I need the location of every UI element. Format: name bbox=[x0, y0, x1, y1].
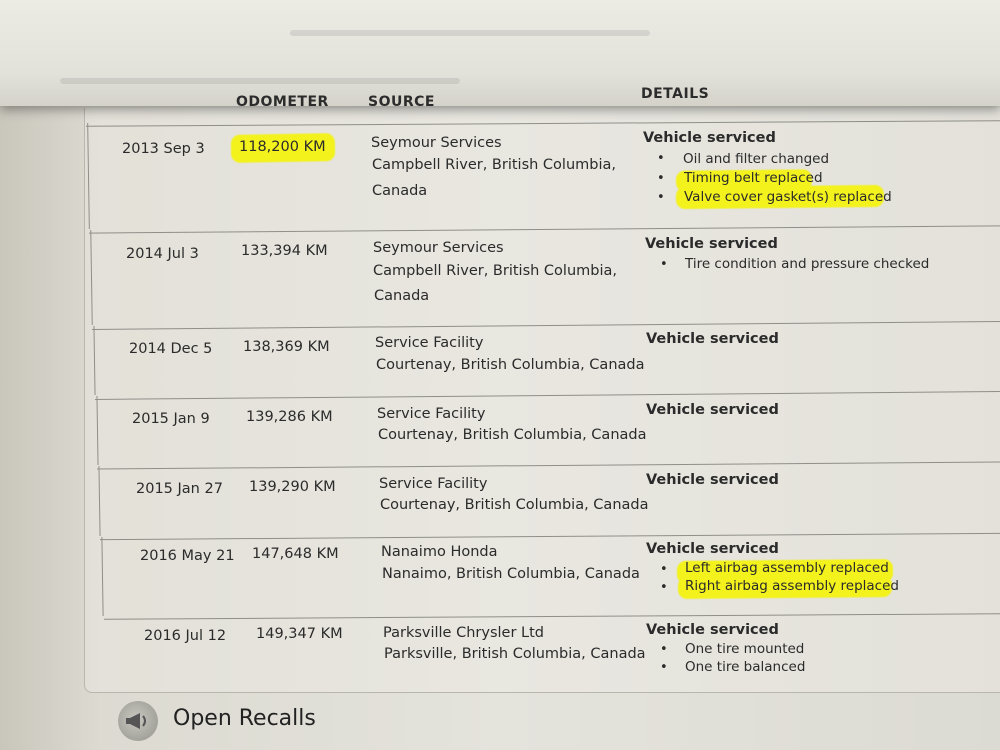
detail-item: Timing belt replaced bbox=[684, 170, 823, 186]
detail-item: Oil and filter changed bbox=[683, 151, 830, 167]
row-source-location: Parksville, British Columbia, Canada bbox=[384, 646, 646, 662]
row-source-name: Service Facility bbox=[375, 335, 484, 351]
detail-item: One tire balanced bbox=[685, 659, 806, 675]
open-recalls-heading: Open Recalls bbox=[173, 706, 316, 731]
detail-item: One tire mounted bbox=[685, 641, 805, 657]
bullet-icon: • bbox=[660, 257, 668, 272]
row-date: 2015 Jan 9 bbox=[132, 411, 210, 427]
row-source-location: Courtenay, British Columbia, Canada bbox=[376, 357, 645, 373]
row-date: 2016 Jul 12 bbox=[144, 628, 227, 644]
row-odometer: 149,347 KM bbox=[256, 626, 343, 642]
row-source-name: Service Facility bbox=[379, 476, 488, 492]
row-source-location: Campbell River, British Columbia, bbox=[372, 157, 616, 173]
row-date: 2013 Sep 3 bbox=[122, 141, 205, 157]
row-date: 2014 Jul 3 bbox=[126, 246, 199, 262]
row-details-title: Vehicle serviced bbox=[643, 130, 776, 146]
row-source-name: Seymour Services bbox=[373, 240, 504, 256]
row-odometer: 138,369 KM bbox=[243, 339, 330, 355]
row-odometer: 147,648 KM bbox=[252, 546, 339, 562]
row-odometer: 118,200 KM bbox=[239, 139, 326, 155]
detail-item: Tire condition and pressure checked bbox=[685, 256, 930, 272]
header-odometer: ODOMETER bbox=[236, 94, 329, 110]
row-source-location: Campbell River, British Columbia, bbox=[373, 263, 617, 279]
recall-megaphone-icon bbox=[118, 701, 158, 741]
bleed-through-text bbox=[60, 78, 460, 84]
bullet-icon: • bbox=[660, 660, 668, 675]
row-odometer: 139,286 KM bbox=[246, 409, 333, 425]
bullet-icon: • bbox=[657, 171, 665, 186]
row-date: 2016 May 21 bbox=[140, 548, 235, 564]
overlapping-paper-sheet bbox=[0, 0, 1000, 106]
row-source-name: Seymour Services bbox=[371, 135, 502, 151]
row-odometer: 133,394 KM bbox=[241, 243, 328, 259]
row-source-location: Courtenay, British Columbia, Canada bbox=[378, 427, 647, 443]
row-details-title: Vehicle serviced bbox=[646, 472, 779, 488]
row-source-name: Parksville Chrysler Ltd bbox=[383, 625, 544, 641]
row-details-title: Vehicle serviced bbox=[645, 236, 778, 252]
row-source-name: Service Facility bbox=[377, 406, 486, 422]
row-details-title: Vehicle serviced bbox=[646, 402, 779, 418]
row-details-title: Vehicle serviced bbox=[646, 541, 779, 557]
row-details-title: Vehicle serviced bbox=[646, 622, 779, 638]
row-details-title: Vehicle serviced bbox=[646, 331, 779, 347]
bullet-icon: • bbox=[660, 642, 668, 657]
row-source-location: Courtenay, British Columbia, Canada bbox=[380, 497, 649, 513]
row-source-location: Nanaimo, British Columbia, Canada bbox=[382, 566, 640, 582]
row-source-country: Canada bbox=[372, 183, 428, 199]
row-date: 2014 Dec 5 bbox=[129, 341, 213, 357]
row-source-country: Canada bbox=[374, 288, 430, 304]
row-date: 2015 Jan 27 bbox=[136, 481, 223, 497]
header-source: SOURCE bbox=[368, 94, 435, 110]
bullet-icon: • bbox=[657, 151, 665, 166]
detail-item: Valve cover gasket(s) replaced bbox=[684, 189, 892, 205]
bullet-icon: • bbox=[657, 190, 665, 205]
bullet-icon: • bbox=[660, 580, 668, 595]
detail-item: Left airbag assembly replaced bbox=[685, 560, 889, 576]
row-odometer: 139,290 KM bbox=[249, 479, 336, 495]
bleed-through-text bbox=[290, 30, 650, 36]
row-source-name: Nanaimo Honda bbox=[381, 544, 498, 560]
detail-item: Right airbag assembly replaced bbox=[685, 578, 899, 594]
bullet-icon: • bbox=[660, 562, 668, 577]
header-details: DETAILS bbox=[641, 86, 710, 102]
